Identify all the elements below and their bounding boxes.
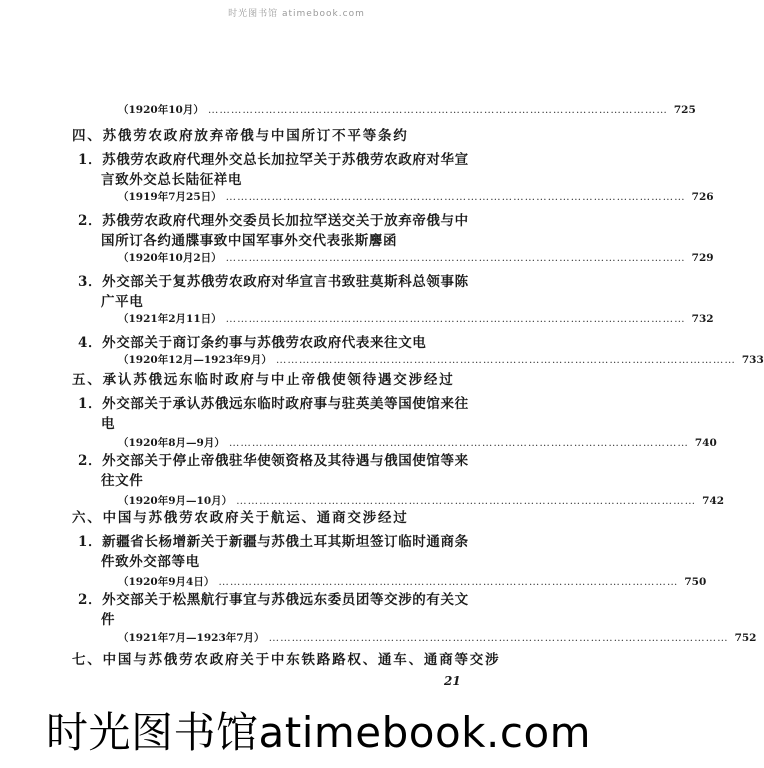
entry-date-text: （1921年2月11日）: [118, 313, 222, 325]
entry-title: 件致外交部等电: [101, 554, 200, 570]
entry-date-text: （1919年7月25日）: [118, 191, 222, 203]
entry-page-number: 729: [691, 252, 714, 264]
entry-title: 2．苏俄劳农政府代理外交委员长加拉罕送交关于放弃帝俄与中: [78, 213, 469, 229]
entry-title: 2．外交部关于停止帝俄驻华使领资格及其待遇与俄国使馆等来: [78, 453, 469, 469]
entry-page-number: 750: [684, 576, 707, 588]
entry-page-number: 733: [741, 354, 764, 366]
entry-title: 电: [101, 416, 116, 432]
entry-page-number: 740: [694, 437, 717, 449]
entry-date: [118, 435, 717, 450]
entry-date: [118, 311, 714, 326]
leader-dots: …………………………………………………………………………………………………………: [236, 495, 697, 507]
entry-title: 言致外交总长陆征祥电: [101, 172, 242, 188]
entry-page-number: 725: [673, 104, 696, 116]
page-number: 21: [444, 674, 461, 688]
site-header: 时光图书馆 atimebook.com: [228, 9, 365, 19]
entry-page-number: 742: [702, 495, 725, 507]
entry-date-text: （1920年10月）: [118, 104, 204, 116]
entry-date-text: （1920年9月—10月）: [118, 495, 233, 507]
leader-dots: …………………………………………………………………………………………………………: [268, 632, 729, 644]
entry-date: [118, 189, 714, 204]
entry-page-number: 732: [691, 313, 714, 325]
entry-date: [118, 352, 764, 367]
entry-title: 4．外交部关于商订条约事与苏俄劳农政府代表来往文电: [78, 335, 427, 351]
entry-title: 广平电: [101, 294, 144, 310]
section-heading: 七、中国与苏俄劳农政府关于中东铁路路权、通车、通商等交涉: [72, 652, 501, 668]
entry-date: [118, 102, 696, 117]
leader-dots: …………………………………………………………………………………………………………: [225, 252, 686, 264]
entry-title: 2．外交部关于松黑航行事宜与苏俄远东委员团等交涉的有关文: [78, 592, 469, 608]
section-heading: 六、中国与苏俄劳农政府关于航运、通商交涉经过: [72, 510, 409, 526]
leader-dots: …………………………………………………………………………………………………………: [225, 313, 686, 325]
entry-title: 往文件: [101, 473, 144, 489]
section-heading: 五、承认苏俄远东临时政府与中止帝俄使领待遇交涉经过: [72, 372, 455, 388]
entry-date-text: （1920年10月2日）: [118, 252, 222, 264]
entry-date-text: （1920年12月—1923年9月）: [118, 354, 272, 366]
leader-dots: …………………………………………………………………………………………………………: [207, 104, 668, 116]
entry-date-text: （1920年9月4日）: [118, 576, 215, 588]
entry-page-number: 752: [734, 632, 757, 644]
entry-title: 国所订各约通牒事致中国军事外交代表张斯麐函: [101, 233, 398, 249]
entry-date: [118, 630, 757, 645]
leader-dots: …………………………………………………………………………………………………………: [225, 191, 686, 203]
entry-date-text: （1920年8月—9月）: [118, 437, 225, 449]
entry-title: 1．新疆省长杨增新关于新疆与苏俄土耳其斯坦签订临时通商条: [78, 534, 469, 550]
section-heading: 四、苏俄劳农政府放弃帝俄与中国所订不平等条约: [72, 128, 409, 144]
entry-page-number: 726: [691, 191, 714, 203]
entry-title: 1．外交部关于承认苏俄远东临时政府事与驻英美等国使馆来往: [78, 396, 469, 412]
entry-title: 件: [101, 612, 116, 628]
entry-title: 1．苏俄劳农政府代理外交总长加拉罕关于苏俄劳农政府对华宣: [78, 152, 469, 168]
entry-date: [118, 250, 714, 265]
entry-date: [118, 574, 707, 589]
leader-dots: …………………………………………………………………………………………………………: [275, 354, 736, 366]
leader-dots: …………………………………………………………………………………………………………: [218, 576, 679, 588]
leader-dots: …………………………………………………………………………………………………………: [228, 437, 689, 449]
entry-title: 3．外交部关于复苏俄劳农政府对华宣言书致驻莫斯科总领事陈: [78, 274, 469, 290]
entry-date-text: （1921年7月—1923年7月）: [118, 632, 265, 644]
watermark: 时光图书馆atimebook.com: [46, 708, 592, 757]
